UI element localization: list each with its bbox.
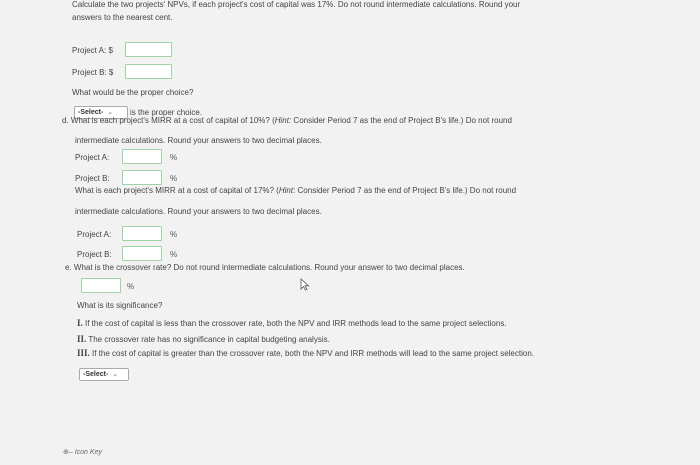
npv-project-b-input[interactable] <box>125 64 172 79</box>
chevron-down-icon: ⌄ <box>107 109 114 116</box>
proper-choice-select-value: -Select- <box>78 109 104 116</box>
proper-choice-suffix: is the proper choice. <box>130 108 203 117</box>
mirr17-project-a-input[interactable] <box>122 226 162 241</box>
crossover-question: e. What is the crossover rate? Do not round intermediate calculations. Round your answer to two decimal places. <box>65 263 465 272</box>
significance-select-value: -Select- <box>83 371 109 378</box>
mirr10-project-b-percent: % <box>170 174 178 183</box>
key-icon: ⊕‒ <box>63 449 73 456</box>
npv-project-a-label: Project A: $ <box>72 46 113 55</box>
mirr10-question-line1: d. What is each project's MIRR at a cost of capital of 10%? (Hint: Consider Period 7 as the end of Project B's life.) Do not round <box>62 116 512 125</box>
mirr17-question-line1: What is each project's MIRR at a cost of capital of 17%? (Hint: Consider Period 7 as the end of Project B's life.) Do not round <box>75 186 517 195</box>
mirr10-project-a-label: Project A: <box>75 153 110 162</box>
option-3: III. If the cost of capital is greater than the crossover rate, both the NPV and IRR methods will lead to the same project selection. <box>77 348 535 358</box>
mouse-cursor-icon <box>300 278 310 291</box>
option-2: II. The crossover rate has no significance in capital budgeting analysis. <box>77 334 330 344</box>
npv-project-b-label: Project B: $ <box>72 68 114 77</box>
icon-key-link[interactable]: ⊕‒ Icon Key <box>63 449 102 456</box>
mirr17-project-a-label: Project A: <box>77 230 112 239</box>
mirr17-project-a-percent: % <box>170 230 178 239</box>
mirr10-project-b-input[interactable] <box>122 170 162 185</box>
chevron-down-icon: ⌄ <box>112 371 119 378</box>
npv-project-a-input[interactable] <box>125 42 172 57</box>
proper-choice-question: What would be the proper choice? <box>72 88 194 97</box>
mirr17-project-b-label: Project B: <box>77 250 112 259</box>
crossover-rate-input[interactable] <box>81 278 121 293</box>
mirr10-project-a-percent: % <box>170 153 178 162</box>
npv-instruction-line2: answers to the nearest cent. <box>72 13 173 22</box>
option-1: I. If the cost of capital is less than the crossover rate, both the NPV and IRR methods lead to the same project selections. <box>77 318 507 328</box>
mirr17-project-b-percent: % <box>170 250 178 259</box>
crossover-percent: % <box>127 282 135 291</box>
mirr17-project-b-input[interactable] <box>122 246 162 261</box>
significance-question: What is its significance? <box>77 301 163 310</box>
mirr10-project-b-label: Project B: <box>75 174 110 183</box>
mirr10-question-line2: intermediate calculations. Round your answers to two decimal places. <box>75 136 322 145</box>
mirr10-project-a-input[interactable] <box>122 149 162 164</box>
npv-instruction-line1: Calculate the two projects' NPVs, if each project's cost of capital was 17%. Do not round intermediate calculations. Round your <box>72 0 521 9</box>
significance-select[interactable] <box>79 368 129 381</box>
mirr17-question-line2: intermediate calculations. Round your answers to two decimal places. <box>75 207 322 216</box>
